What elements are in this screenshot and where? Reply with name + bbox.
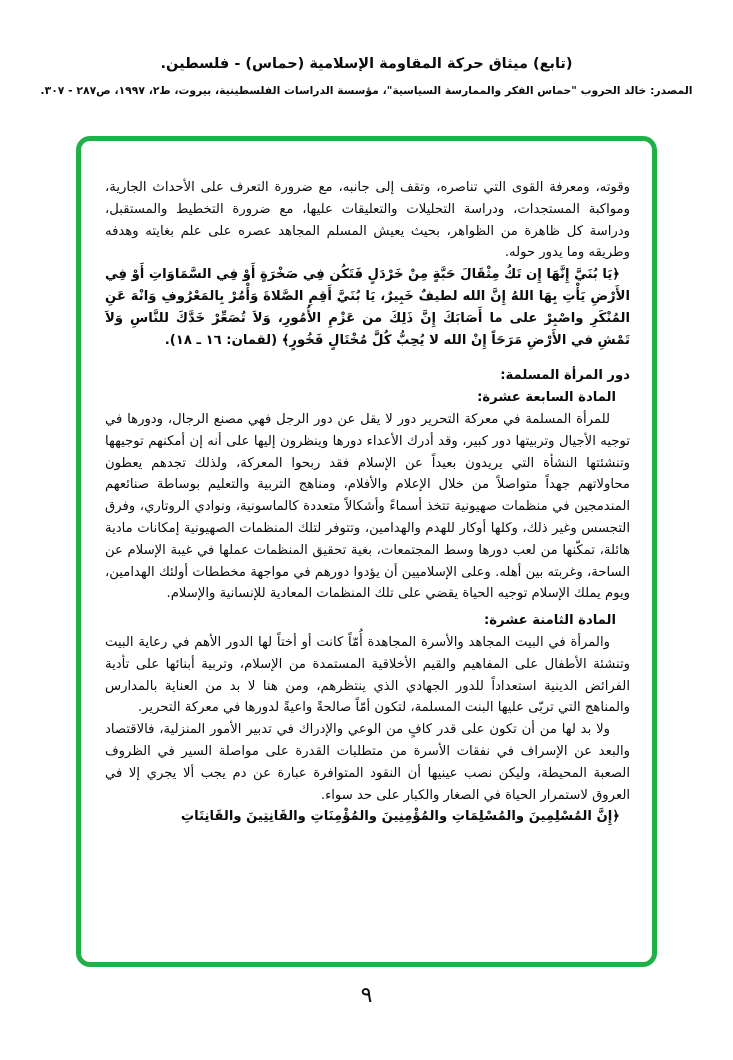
page-title: (تابع) ميثاق حركة المقاومة الإسلامية (حماس) - فلسطين. <box>160 56 573 72</box>
section-heading-muslim-woman: دور المرأة المسلمة: <box>500 368 630 384</box>
quran-verse-closing: ﴿إِنَّ المُسْلِمِينَ والمُسْلِمَاتِ والمُؤْمِنِينَ والمُؤْمِنَاتِ والقَانِتِينَ والقَانِتَاتِ <box>180 809 620 825</box>
article-17-heading: المادة السابعة عشرة: <box>477 390 616 406</box>
charter-text-box <box>76 136 657 967</box>
source-citation: المصدر: خالد الحروب "حماس الفكر والممارسة السياسية"، مؤسسة الدراسات الفلسطينية، بيروت، ط٢، ١٩٩٧، ص٢٨٧ - ٣٠٧. <box>40 84 693 97</box>
article-17-paragraph: للمرأة المسلمة في معركة التحرير دور لا يقل عن دور الرجل فهي مصنع الرجال، ودورها في توجيه الأجيال وتربيتها دور كبير، وقد أدرك الأعداء دورها وينظرون إليها على أنه إن أمكنهم توجيهها وتنشئتها النشأة التي يريدون بعيداً عن الإسلام فقد ربحوا المعركة، ولذلك تجدهم يعطون محاولاتهم جهداً متواصلاً من خلال الإعلام والأفلام، ومناهج التربية والتعليم بوساطة صنائعهم المندمجين في منظمات صهيونية تتخذ أسماءً وأشكالاً متعددة كالماسونية، ونوادي الروتاري، وفرق التجسس وغير ذلك، وكلها أوكار للهدم والهدامين، وتتوفر لتلك المنظمات الصهيونية إمكانات مادية هائلة، تمكّنها من لعب دورها وسط المجتمعات، بغية تحقيق المنظمات عملها في غيبة الإسلام عن الساحة، وغربته بين أهله. وعلى الإسلاميين أن يؤدوا دورهم في مواجهة مخططات أولئك الهدامين، ويوم يملك الإسلام توجيه الحياة يقضي على تلك المنظمات المعادية للإنسانية والإسلام. <box>105 411 630 602</box>
page-number: ٩ <box>360 983 373 1008</box>
article-18-paragraph-1: والمرأة في البيت المجاهد والأسرة المجاهدة أُمّاً كانت أو أختاً لها الدور الأهم في رعاية البيت وتنشئة الأطفال على المفاهيم والقيم الأخلاقية المستمدة من الإسلام، وتربية أبنائها على تأدية الفرائض الدينية استعداداً للدور الجهادي الذي ينتظرهم، ومن هنا لا بد من العناية بالمدارس والمناهج التي تربّى عليها البنت المسلمة، لتكون أمّاً صالحةً واعيةً لدورها في معركة التحرير. <box>105 634 630 716</box>
charter-body-text <box>105 177 630 828</box>
quran-verse-luqman: ﴿يَا بُنَيَّ إِنَّهَا إِن تَكُ مِثْقَالَ حَبَّةٍ مِنْ خَرْدَلٍ فَتَكُن فِي صَخْرَةٍ أَوْ فِي السَّمَاوَاتِ أَوْ فِي الأَرْضِ يَأْتِ بِهَا اللهُ إِنَّ الله لطيفٌ خَبِيرٌ، يَا بُنَيَّ أَقِمِ الصَّلاةَ وَأْمُرْ بِالمَعْرُوفِ وَانْهَ عَنِ المُنْكَرِ واصْبِرْ على ما أَصَابَكَ إِنَّ ذَلِكَ من عَزْمِ الأُمُورِ، وَلاَ تُصَعِّرْ خَدَّكَ للنَّاسِ وَلاَ تَمْشِ في الأَرْضِ مَرَحَاً إِنْ الله لا يُحِبُّ كُلَّ مُخْتَالٍ فَخُورٍ﴾ (لقمان: ١٦ ـ ١٨). <box>105 267 630 348</box>
article-18-heading: المادة الثامنة عشرة: <box>483 613 616 629</box>
paragraph-continuation: وقوته، ومعرفة القوى التي تناصره، وتقف إلى جانبه، مع ضرورة التعرف على الأحداث الجارية، ومواكبة المستجدات، ودراسة التحليلات والتعليقات عليها، مع ضرورة التخطيط والمستقبل، ودراسة كل ظاهرة من الظواهر، بحيث يعيش المسلم المجاهد عصره على علم بغايته وهدفه وطريقه وما يدور حوله. <box>105 180 630 261</box>
document-header <box>0 56 733 97</box>
article-18-paragraph-2: ولا بد لها من أن تكون على قدر كافٍ من الوعي والإدراك في تدبير الأمور المنزلية، فالاقتصاد والبعد عن الإسراف في نفقات الأسرة من متطلبات القدرة على مواصلة السير في الظروف الصعبة المحيطة، وليكن نصب عينيها أن النقود المتوافرة عبارة عن دم يجب ألا يجري إلا في العروق لاستمرار الحياة في الصغار والكبار على حد سواء. <box>105 722 630 803</box>
